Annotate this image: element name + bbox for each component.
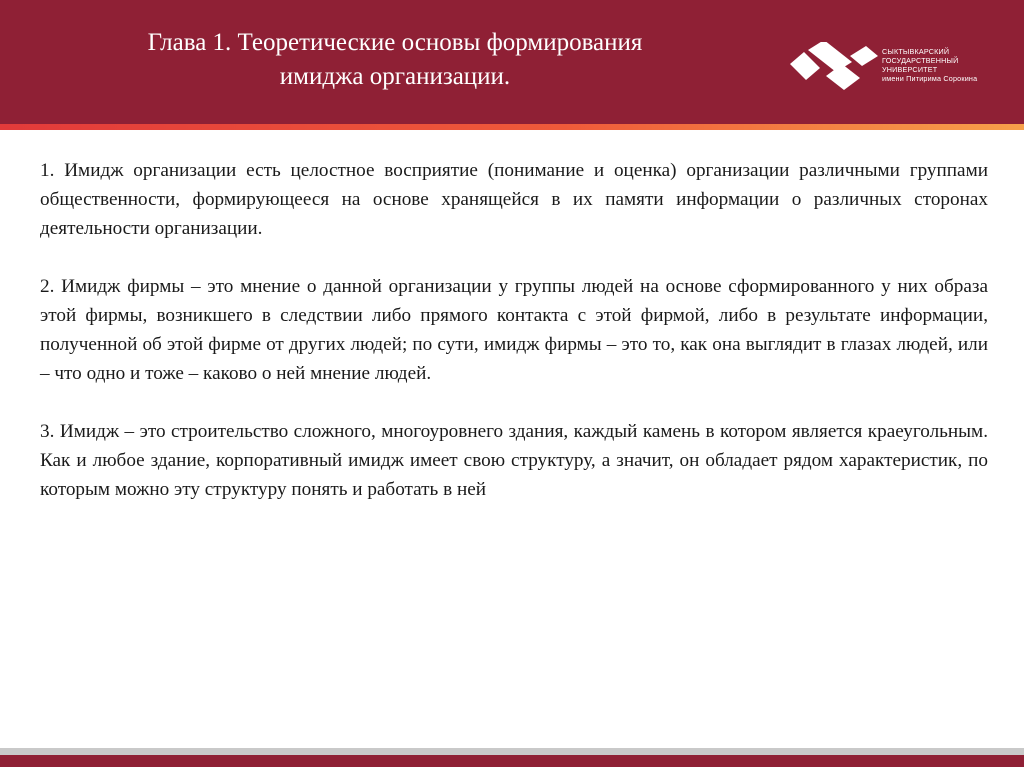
logo-text-line-3: УНИВЕРСИТЕТ xyxy=(882,65,938,74)
header-accent-strip xyxy=(0,124,1024,130)
page-title xyxy=(70,26,720,94)
paragraph-1: 1. Имидж организации есть целостное восприятие (понимание и оценка) организации различными группами общественности, формирующееся на основе хранящейся в их памяти информации о различных сторонах деятельности организации. xyxy=(40,160,988,239)
title-line-1: Глава 1. Теоретические основы формирования xyxy=(147,29,643,56)
slide-body xyxy=(40,156,988,533)
logo-text-line-2: ГОСУДАРСТВЕННЫЙ xyxy=(882,56,959,65)
university-logo-icon xyxy=(790,42,878,90)
university-logo xyxy=(790,42,1015,90)
logo-text-line-4: имени Питирима Сорокина xyxy=(882,74,978,83)
university-name xyxy=(882,47,977,83)
footer-gray-bar xyxy=(0,748,1024,755)
header-bar xyxy=(0,0,1024,124)
paragraph-3: 3. Имидж – это строительство сложного, многоуровнего здания, каждый камень в котором является краеугольным. Как и любое здание, корпоративный имидж имеет свою структуру, а значит, он обладает рядом характеристик, по которым можно эту структуру понять и работать в ней xyxy=(40,421,988,500)
paragraph-2: 2. Имидж фирмы – это мнение о данной организации у группы людей на основе сформированного у них образа этой фирмы, возникшего в следствии либо прямого контакта с этой фирмой, либо в результате информации, полученной об этой фирме от других людей; по сути, имидж фирмы – это то, как она выглядит в глазах людей, или – что одно и тоже – каково о ней мнение людей. xyxy=(40,276,988,384)
footer-red-bar xyxy=(0,755,1024,767)
logo-text-line-1: СЫКТЫВКАРСКИЙ xyxy=(882,47,950,56)
title-line-2: имиджа организации. xyxy=(279,63,511,90)
